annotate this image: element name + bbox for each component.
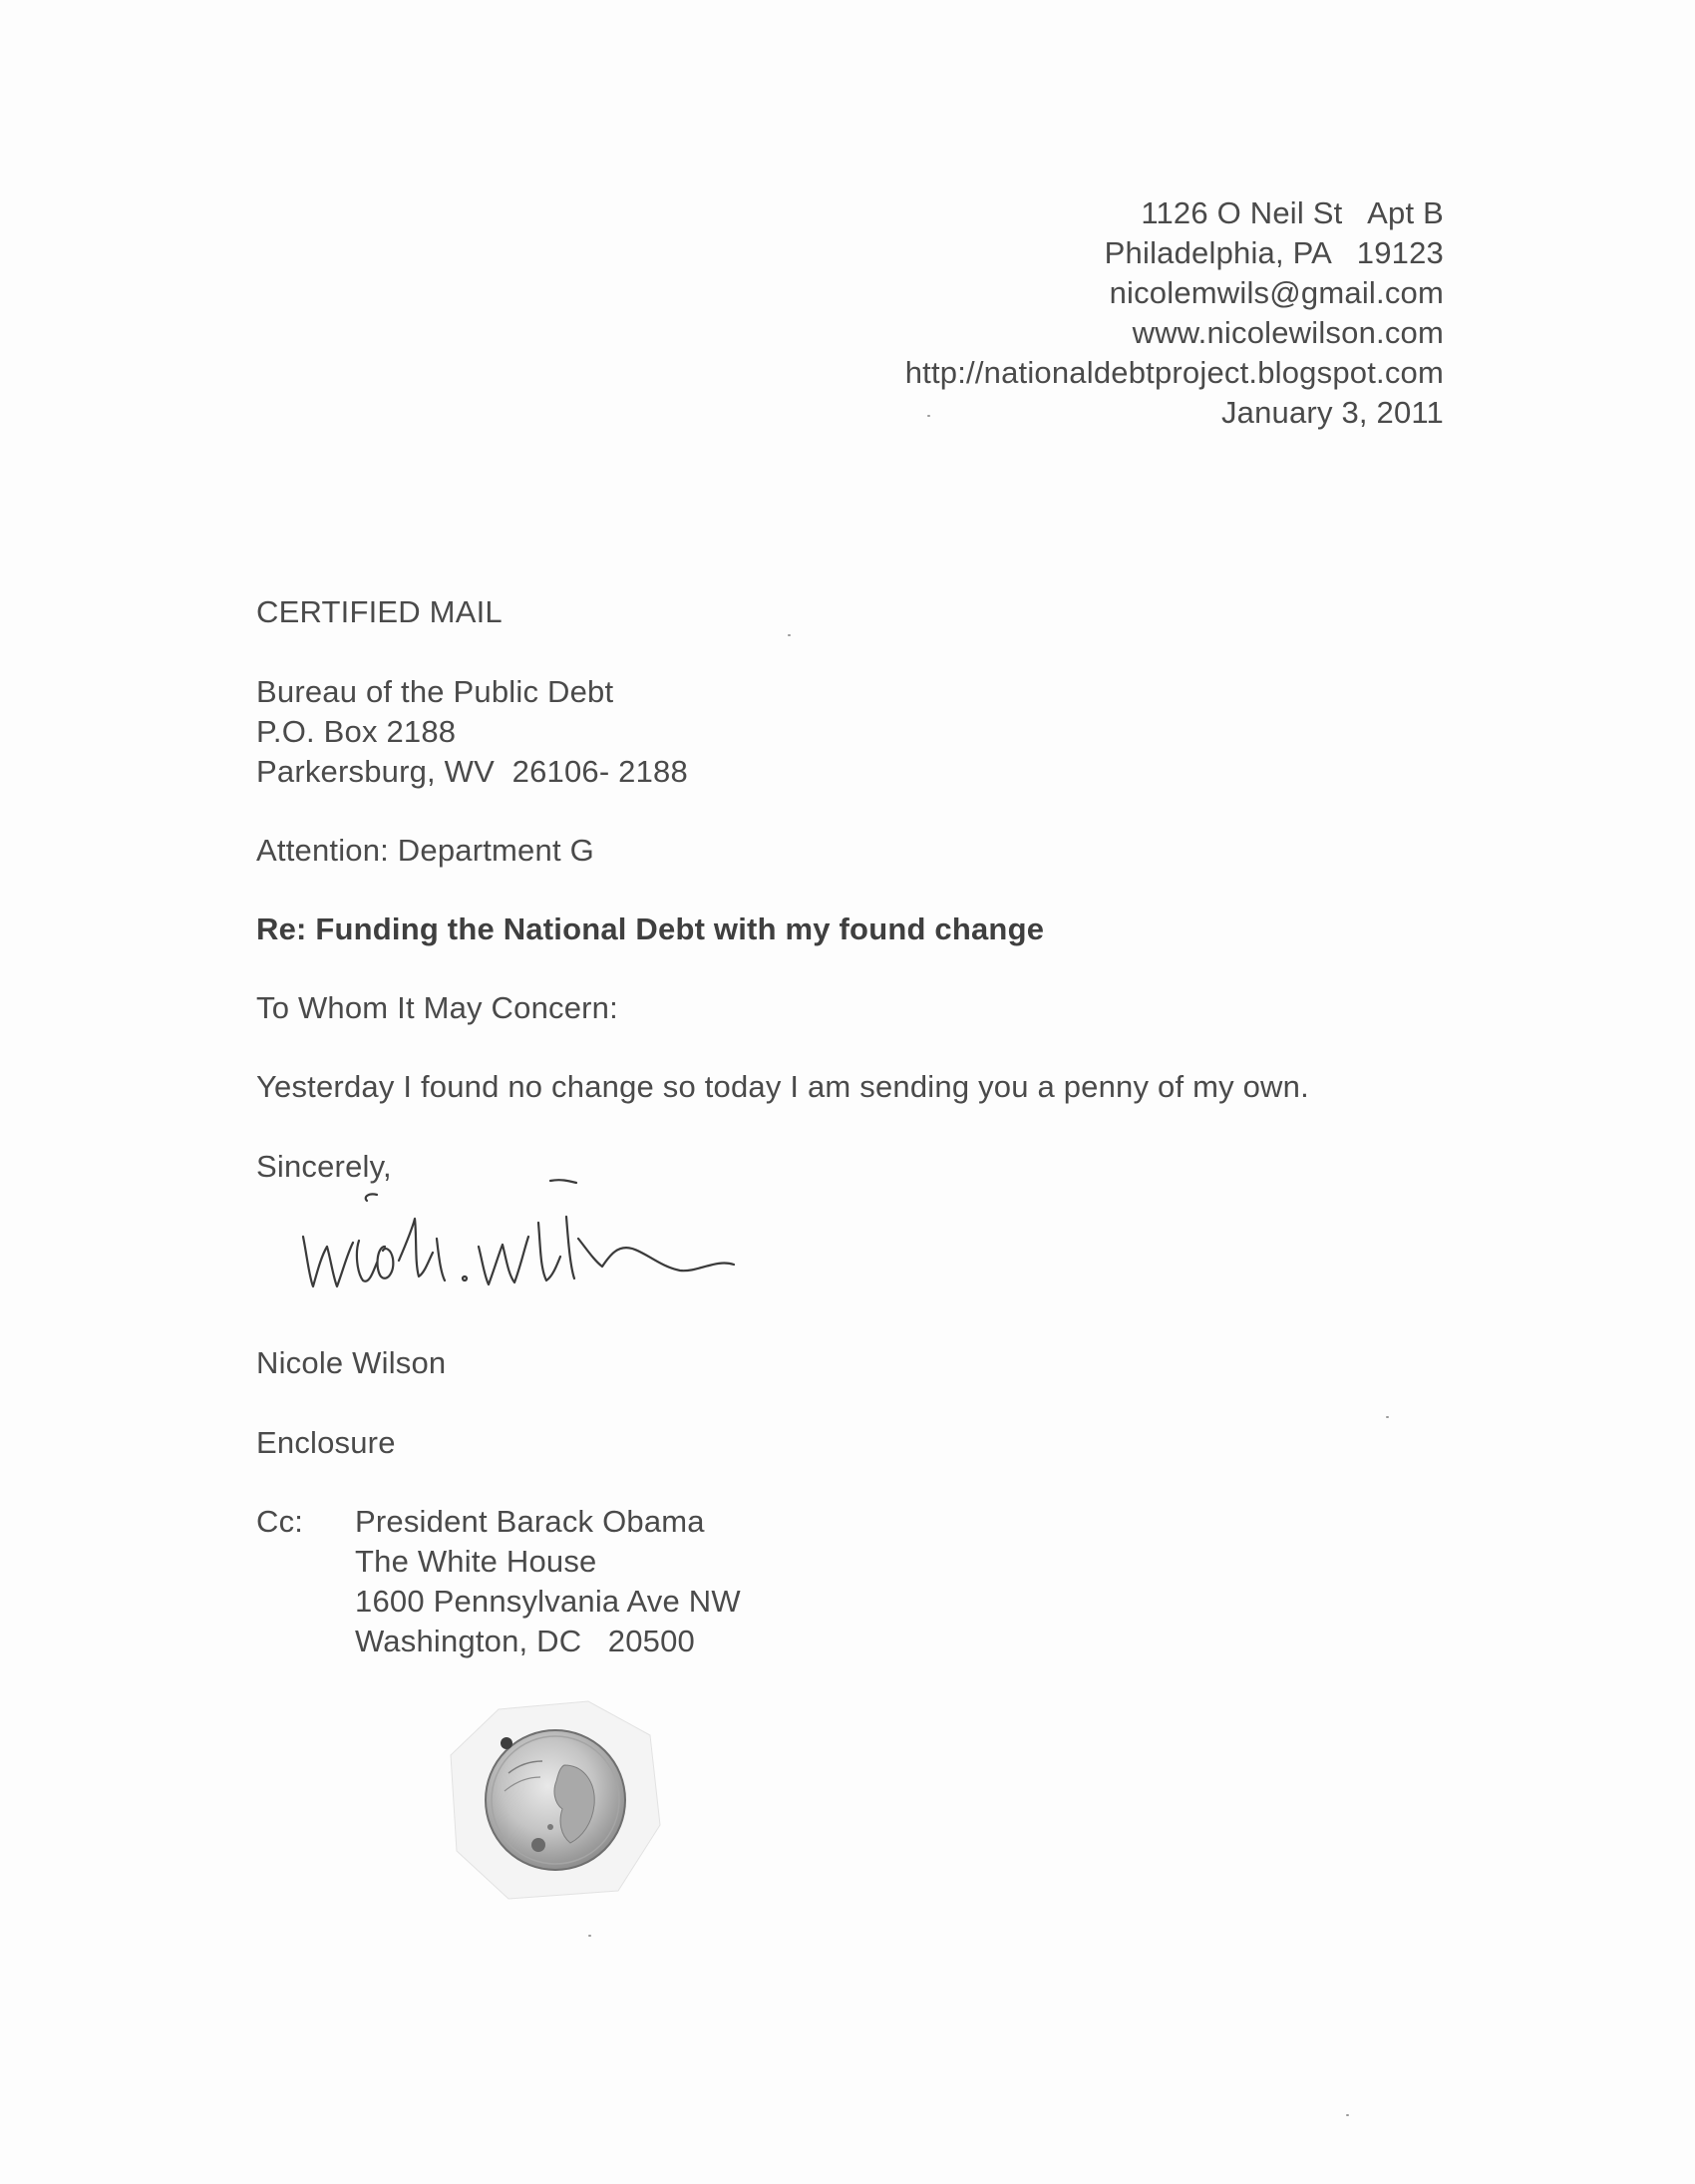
subject-line: Re: Funding the National Debt with my found change xyxy=(256,911,1045,946)
cc-line-3: 1600 Pennsylvania Ave NW xyxy=(355,1584,741,1619)
penny-coin xyxy=(439,1695,668,1905)
sender-website: www.nicolewilson.com xyxy=(1132,315,1444,350)
salutation: To Whom It May Concern: xyxy=(256,990,618,1025)
recipient-name: Bureau of the Public Debt xyxy=(256,674,614,709)
mail-type: CERTIFIED MAIL xyxy=(256,594,503,629)
attention-line: Attention: Department G xyxy=(256,833,594,868)
recipient-po-box: P.O. Box 2188 xyxy=(256,714,457,749)
sender-email: nicolemwils@gmail.com xyxy=(1109,275,1444,310)
recipient-city: Parkersburg, WV 26106- 2188 xyxy=(256,754,688,789)
signature xyxy=(289,1177,758,1306)
cc-line-1: President Barack Obama xyxy=(355,1504,705,1539)
closing: Sincerely, xyxy=(256,1149,392,1184)
letter-date: January 3, 2011 xyxy=(1220,395,1444,430)
cc-line-2: The White House xyxy=(355,1544,597,1579)
sender-city: Philadelphia, PA 19123 xyxy=(1104,235,1444,270)
signer-name: Nicole Wilson xyxy=(256,1345,447,1380)
enclosure-note: Enclosure xyxy=(256,1425,396,1460)
sender-street: 1126 O Neil St Apt B xyxy=(1141,195,1444,230)
cc-line-4: Washington, DC 20500 xyxy=(355,1624,695,1658)
sender-blog: http://nationaldebtproject.blogspot.com xyxy=(904,355,1444,390)
cc-label: Cc: xyxy=(256,1504,304,1539)
body-text: Yesterday I found no change so today I am sending you a penny of my own. xyxy=(256,1069,1309,1104)
